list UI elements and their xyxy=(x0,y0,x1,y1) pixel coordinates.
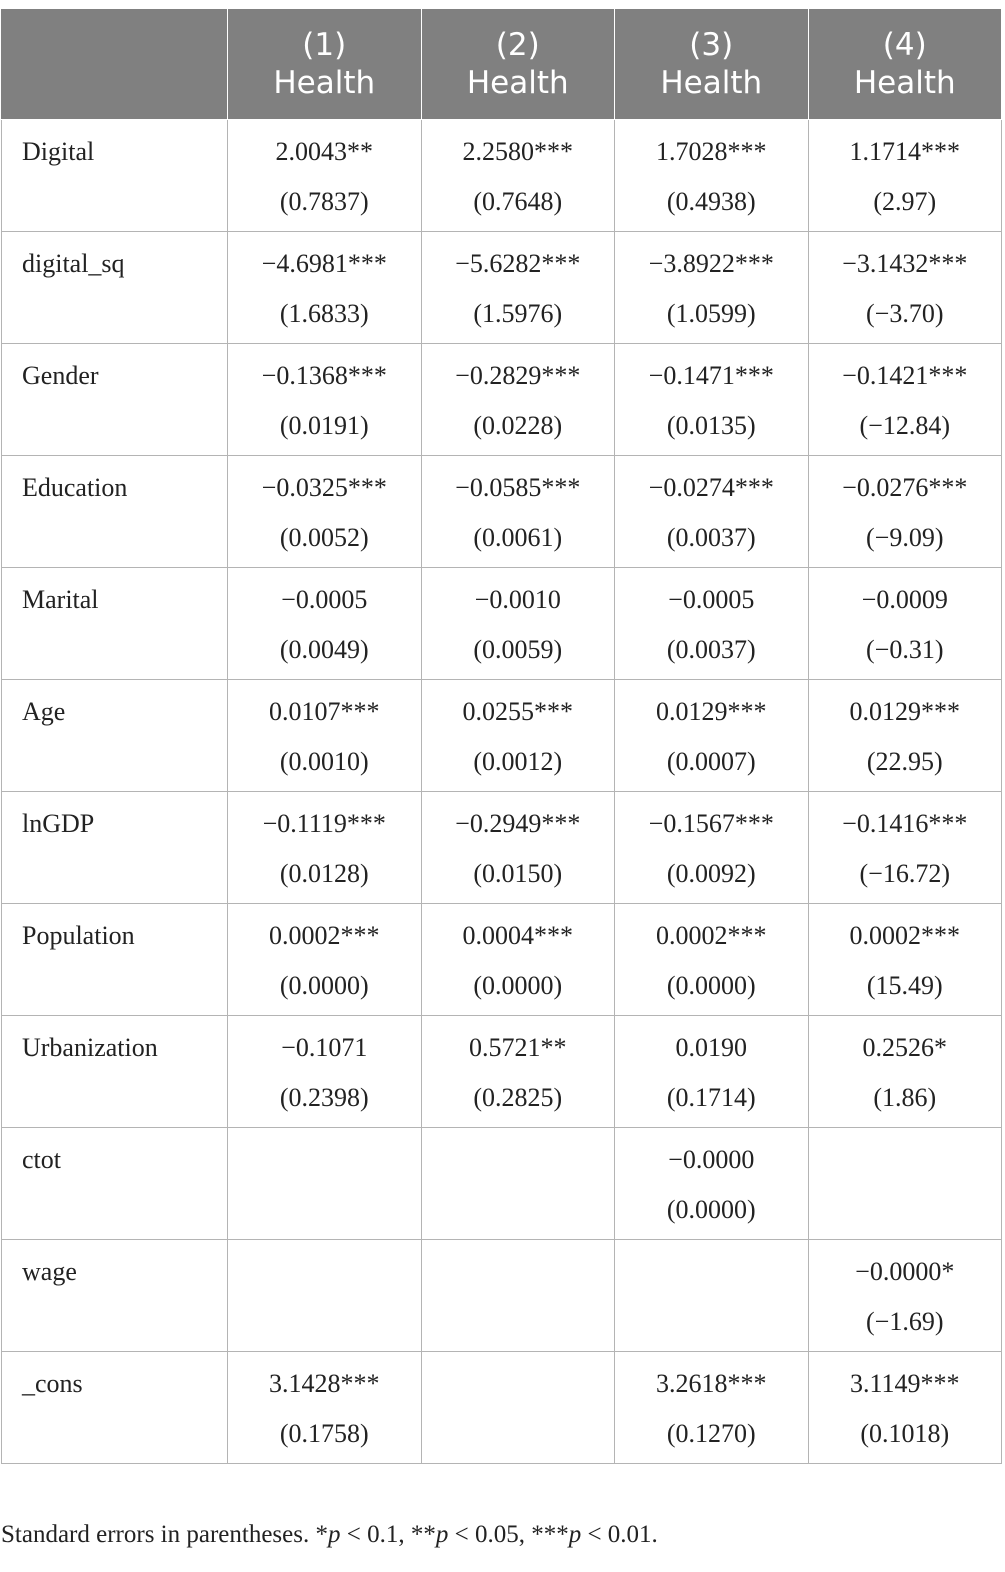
data-cell xyxy=(615,568,809,680)
header-dependent-variable: Health xyxy=(853,65,956,101)
header-cell-model-3 xyxy=(615,9,809,120)
footnote-p-symbol: p xyxy=(568,1521,582,1548)
standard-error-value: (0.2398) xyxy=(279,1083,369,1112)
data-cell xyxy=(808,1128,1002,1240)
standard-error-value: (0.1714) xyxy=(666,1083,756,1112)
coefficient-value: −0.1368*** xyxy=(261,361,387,390)
table-row xyxy=(2,1240,1002,1352)
coefficient-value: −0.0010 xyxy=(474,585,561,614)
data-cell xyxy=(808,1016,1002,1128)
standard-error-value: (15.49) xyxy=(866,971,943,1000)
coefficient-value: −0.0000* xyxy=(855,1257,955,1286)
coefficient-value: −0.0585*** xyxy=(455,473,581,502)
standard-error-value: (1.5976) xyxy=(473,299,563,328)
standard-error-value: (1.86) xyxy=(873,1083,937,1112)
standard-error-value xyxy=(228,1297,421,1347)
footnote-threshold-1: < 0.1, ** xyxy=(340,1521,436,1548)
standard-error-value: (1.6833) xyxy=(279,299,369,328)
coefficient-value: −0.0005 xyxy=(668,585,755,614)
standard-error-value: (0.0092) xyxy=(666,859,756,888)
standard-error-value: (0.0049) xyxy=(279,635,369,664)
data-cell xyxy=(615,1240,809,1352)
header-dependent-variable: Health xyxy=(273,65,376,101)
coefficient-value: −0.2829*** xyxy=(455,361,581,390)
regression-table-container xyxy=(1,8,1001,1464)
table-footnote xyxy=(1,1521,658,1549)
data-cell xyxy=(808,1240,1002,1352)
standard-error-value: (0.7648) xyxy=(473,187,563,216)
standard-error-value: (0.0191) xyxy=(279,411,369,440)
row-label-cell xyxy=(2,1352,228,1464)
coefficient-value: 0.0190 xyxy=(675,1033,747,1062)
coefficient-value xyxy=(228,1135,421,1185)
data-cell xyxy=(228,1352,422,1464)
variable-name: wage xyxy=(22,1257,77,1286)
coefficient-value: −0.1421*** xyxy=(842,361,968,390)
coefficient-value: 0.0002*** xyxy=(269,921,380,950)
coefficient-value: −0.2949*** xyxy=(455,809,581,838)
data-cell xyxy=(421,456,615,568)
coefficient-value xyxy=(422,1359,615,1409)
data-cell xyxy=(808,232,1002,344)
row-label-cell xyxy=(2,568,228,680)
standard-error-value: (−9.09) xyxy=(866,523,944,552)
standard-error-value: (−3.70) xyxy=(866,299,944,328)
data-cell xyxy=(228,1016,422,1128)
data-cell xyxy=(808,456,1002,568)
data-cell xyxy=(228,232,422,344)
header-dependent-variable: Health xyxy=(660,65,763,101)
data-cell xyxy=(421,680,615,792)
data-cell xyxy=(228,120,422,232)
table-row xyxy=(2,344,1002,456)
standard-error-value: (1.0599) xyxy=(666,299,756,328)
coefficient-value: −0.1119*** xyxy=(262,809,386,838)
standard-error-value: (0.0059) xyxy=(473,635,563,664)
table-header xyxy=(2,9,1002,120)
standard-error-value: (0.1018) xyxy=(860,1419,950,1448)
standard-error-value xyxy=(422,1409,615,1459)
data-cell xyxy=(228,456,422,568)
standard-error-value: (0.0052) xyxy=(279,523,369,552)
coefficient-value xyxy=(809,1135,1002,1185)
coefficient-value: 2.2580*** xyxy=(462,137,573,166)
variable-name: Education xyxy=(22,473,128,502)
coefficient-value: −0.1567*** xyxy=(648,809,774,838)
data-cell xyxy=(228,904,422,1016)
table-row xyxy=(2,568,1002,680)
table-row xyxy=(2,456,1002,568)
standard-error-value xyxy=(422,1297,615,1347)
standard-error-value: (0.0000) xyxy=(473,971,563,1000)
data-cell xyxy=(615,120,809,232)
data-cell xyxy=(228,792,422,904)
data-cell xyxy=(421,120,615,232)
footnote-threshold-2: < 0.05, *** xyxy=(448,1521,569,1548)
coefficient-value xyxy=(422,1247,615,1297)
row-label-cell xyxy=(2,680,228,792)
row-label-cell xyxy=(2,904,228,1016)
footnote-prefix: Standard errors in parentheses. * xyxy=(1,1521,328,1548)
data-cell xyxy=(228,1128,422,1240)
variable-name: ctot xyxy=(22,1145,61,1174)
variable-name: _cons xyxy=(22,1369,83,1398)
coefficient-value: −3.8922*** xyxy=(648,249,774,278)
coefficient-value: 1.7028*** xyxy=(656,137,767,166)
coefficient-value: 3.2618*** xyxy=(656,1369,767,1398)
header-cell-model-1 xyxy=(228,9,422,120)
coefficient-value: −0.0000 xyxy=(668,1145,755,1174)
coefficient-value xyxy=(615,1247,808,1297)
variable-name: Age xyxy=(22,697,66,726)
standard-error-value: (0.1270) xyxy=(666,1419,756,1448)
data-cell xyxy=(615,232,809,344)
data-cell xyxy=(615,1016,809,1128)
table-row xyxy=(2,1016,1002,1128)
standard-error-value: (22.95) xyxy=(866,747,943,776)
standard-error-value xyxy=(228,1185,421,1235)
row-label-cell xyxy=(2,1128,228,1240)
standard-error-value: (0.0012) xyxy=(473,747,563,776)
standard-error-value: (−1.69) xyxy=(866,1307,944,1336)
data-cell xyxy=(808,1352,1002,1464)
standard-error-value xyxy=(422,1185,615,1235)
coefficient-value: 0.0255*** xyxy=(462,697,573,726)
standard-error-value: (0.0037) xyxy=(666,635,756,664)
standard-error-value: (0.0000) xyxy=(279,971,369,1000)
data-cell xyxy=(808,568,1002,680)
variable-name: digital_sq xyxy=(22,249,125,278)
header-dependent-variable: Health xyxy=(466,65,569,101)
data-cell xyxy=(421,1128,615,1240)
table-row xyxy=(2,904,1002,1016)
data-cell xyxy=(228,568,422,680)
coefficient-value: 0.0107*** xyxy=(269,697,380,726)
coefficient-value: −0.1471*** xyxy=(648,361,774,390)
coefficient-value: −3.1432*** xyxy=(842,249,968,278)
footnote-p-symbol: p xyxy=(435,1521,449,1548)
header-row xyxy=(2,9,1002,120)
row-label-cell xyxy=(2,120,228,232)
row-label-cell xyxy=(2,1240,228,1352)
coefficient-value: 3.1428*** xyxy=(269,1369,380,1398)
data-cell xyxy=(421,344,615,456)
data-cell xyxy=(228,680,422,792)
standard-error-value: (0.0228) xyxy=(473,411,563,440)
data-cell xyxy=(421,232,615,344)
row-label-cell xyxy=(2,1016,228,1128)
table-row xyxy=(2,232,1002,344)
standard-error-value: (0.0037) xyxy=(666,523,756,552)
data-cell xyxy=(421,792,615,904)
standard-error-value xyxy=(809,1185,1002,1235)
data-cell xyxy=(808,344,1002,456)
coefficient-value: 3.1149*** xyxy=(849,1369,960,1398)
regression-table xyxy=(1,8,1002,1464)
coefficient-value: −0.0009 xyxy=(861,585,948,614)
coefficient-value: 2.0043** xyxy=(275,137,373,166)
data-cell xyxy=(421,904,615,1016)
standard-error-value xyxy=(615,1297,808,1347)
coefficient-value: 1.1714*** xyxy=(849,137,960,166)
row-label-cell xyxy=(2,456,228,568)
data-cell xyxy=(615,344,809,456)
row-label-cell xyxy=(2,232,228,344)
coefficient-value: 0.0129*** xyxy=(656,697,767,726)
coefficient-value: −4.6981*** xyxy=(261,249,387,278)
data-cell xyxy=(615,1128,809,1240)
variable-name: Population xyxy=(22,921,135,950)
coefficient-value: 0.0002*** xyxy=(849,921,960,950)
footnote-p-symbol: p xyxy=(327,1521,341,1548)
data-cell xyxy=(228,344,422,456)
standard-error-value: (0.0007) xyxy=(666,747,756,776)
variable-name: Digital xyxy=(22,137,95,166)
variable-name: Urbanization xyxy=(22,1033,158,1062)
row-label-cell xyxy=(2,792,228,904)
standard-error-value: (−16.72) xyxy=(859,859,950,888)
data-cell xyxy=(808,904,1002,1016)
standard-error-value: (0.0135) xyxy=(666,411,756,440)
coefficient-value: −0.1416*** xyxy=(842,809,968,838)
data-cell xyxy=(808,792,1002,904)
data-cell xyxy=(615,904,809,1016)
data-cell xyxy=(421,1240,615,1352)
standard-error-value: (2.97) xyxy=(873,187,937,216)
header-model-number: (2) xyxy=(495,27,540,63)
row-label-cell xyxy=(2,344,228,456)
data-cell xyxy=(615,792,809,904)
data-cell xyxy=(421,568,615,680)
coefficient-value xyxy=(228,1247,421,1297)
standard-error-value: (0.0000) xyxy=(666,971,756,1000)
table-row xyxy=(2,1352,1002,1464)
standard-error-value: (0.0061) xyxy=(473,523,563,552)
coefficient-value: 0.0129*** xyxy=(849,697,960,726)
coefficient-value: 0.0004*** xyxy=(462,921,573,950)
header-cell-model-2 xyxy=(421,9,615,120)
coefficient-value: −0.0005 xyxy=(281,585,368,614)
standard-error-value: (0.0150) xyxy=(473,859,563,888)
standard-error-value: (0.1758) xyxy=(279,1419,369,1448)
coefficient-value: −0.1071 xyxy=(281,1033,368,1062)
standard-error-value: (0.0128) xyxy=(279,859,369,888)
header-model-number: (4) xyxy=(882,27,927,63)
header-cell-variable xyxy=(2,9,228,120)
coefficient-value: 0.0002*** xyxy=(656,921,767,950)
table-row xyxy=(2,792,1002,904)
data-cell xyxy=(421,1352,615,1464)
table-row xyxy=(2,120,1002,232)
coefficient-value: −5.6282*** xyxy=(455,249,581,278)
data-cell xyxy=(228,1240,422,1352)
coefficient-value: −0.0325*** xyxy=(261,473,387,502)
variable-name: Gender xyxy=(22,361,99,390)
table-body xyxy=(2,120,1002,1464)
standard-error-value: (−12.84) xyxy=(859,411,950,440)
standard-error-value: (0.2825) xyxy=(473,1083,563,1112)
header-model-number: (1) xyxy=(302,27,347,63)
variable-name: lnGDP xyxy=(22,809,95,838)
table-row xyxy=(2,1128,1002,1240)
header-model-number: (3) xyxy=(689,27,734,63)
table-row xyxy=(2,680,1002,792)
standard-error-value: (0.4938) xyxy=(666,187,756,216)
data-cell xyxy=(615,456,809,568)
coefficient-value: 0.5721** xyxy=(469,1033,567,1062)
coefficient-value: −0.0274*** xyxy=(648,473,774,502)
data-cell xyxy=(615,1352,809,1464)
variable-name: Marital xyxy=(22,585,99,614)
standard-error-value: (0.7837) xyxy=(279,187,369,216)
coefficient-value xyxy=(422,1135,615,1185)
standard-error-value: (0.0010) xyxy=(279,747,369,776)
standard-error-value: (0.0000) xyxy=(666,1195,756,1224)
footnote-threshold-3: < 0.01. xyxy=(581,1521,658,1548)
coefficient-value: 0.2526* xyxy=(862,1033,947,1062)
data-cell xyxy=(808,680,1002,792)
coefficient-value: −0.0276*** xyxy=(842,473,968,502)
header-cell-model-4 xyxy=(808,9,1002,120)
data-cell xyxy=(808,120,1002,232)
data-cell xyxy=(615,680,809,792)
standard-error-value: (−0.31) xyxy=(866,635,944,664)
data-cell xyxy=(421,1016,615,1128)
